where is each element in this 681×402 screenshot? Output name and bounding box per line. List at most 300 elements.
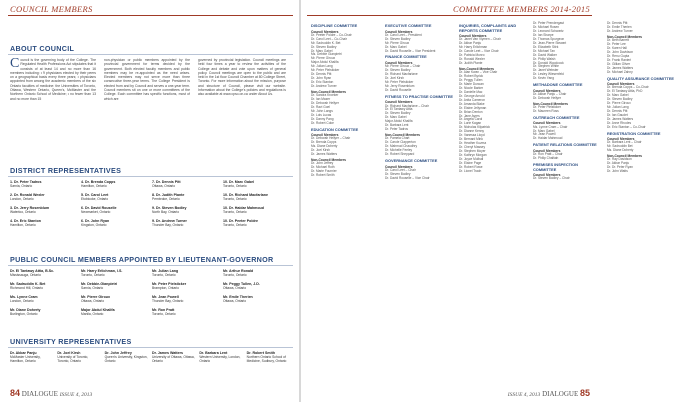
member-entry (10, 219, 77, 227)
member-entry (105, 351, 148, 363)
member-entry (223, 282, 290, 290)
committee-member: Dr. Deborah Hellyer (311, 101, 339, 106)
committee-member: Dr. Pamela Chart (385, 136, 410, 141)
committee-member: Dr. Elaine Jellyman (459, 105, 487, 110)
committee-member: Dr. Deborah Hellyer (533, 95, 561, 100)
committee-member: Dr. Ian Mazer (311, 97, 331, 102)
committee-member: Dr. Steven Bodley (385, 111, 411, 116)
committee-member: Dr. Anita Cameron (459, 97, 486, 102)
member-entry (152, 295, 219, 303)
member-location: North Bay, Ontario (152, 210, 180, 214)
committee-member: Mr. Jerry Rosenblum (385, 83, 415, 88)
member-location: Ottawa, Ontario (223, 286, 247, 290)
footer-left (10, 388, 92, 398)
member-name: 7. Dr. Dennis Pitt (152, 180, 181, 184)
committee-member: Dr. Marc Gabel (607, 93, 629, 98)
member-location: McMaster University, Hamilton, Ontario (10, 355, 41, 363)
committee-member: Dr. Philip Chalfain (533, 156, 559, 161)
committee-member: Dr. Joel Kirsh (385, 76, 404, 80)
committee-member: Dr. David Rouselle – Vice President (385, 48, 436, 53)
committee-heading: FINANCE COMMITTEE (385, 54, 427, 60)
member-entry (10, 193, 77, 201)
committee-member: Dr. Steven Bodley (311, 44, 337, 49)
committee-member: Dr. John Ryan (311, 76, 332, 81)
member-entry (10, 206, 77, 214)
committee-member: Ms. Diane Doherty (311, 144, 338, 149)
member-group-label: Council Members (459, 34, 487, 39)
committee-member: Dr. Jane Ayres (459, 113, 480, 118)
member-location: Kingston, Ontario (81, 223, 107, 227)
committee-heading: EDUCATION COMMITTEE (311, 126, 359, 132)
member-location: Richmond Hill, Ontario (10, 286, 43, 290)
committee-member: Dr. Peter Prendergast (533, 21, 564, 25)
committee-member: Dr. Marc Gabel (311, 48, 333, 53)
committee-member: Dr. Akbar Panju (459, 41, 482, 46)
about-title: ABOUT COUNCIL (10, 44, 75, 53)
member-group-label: Non-Council Members (459, 66, 494, 71)
dropcap: C (10, 56, 20, 71)
committee-member: Dr. Dennis Pitt (607, 108, 628, 113)
committee-member: Dr. Marie Duncan (459, 81, 484, 86)
member-name: Mr. Diane Doherty (10, 308, 41, 312)
committee-member: Dr. Ian Sharpe (533, 32, 554, 37)
committee-member: Dr. Michael Zahny (607, 69, 633, 74)
committee-heading: EXECUTIVE COMMITTEE (385, 23, 432, 28)
member-location: Toronto, Ontario (223, 184, 247, 188)
member-entry (152, 193, 219, 201)
committee-member: Dr. George Arnold (459, 93, 485, 98)
committee-member: Mr. Pierre Giroux (385, 40, 410, 45)
committee-member: Dr. Elizabeth Stirk (533, 44, 559, 49)
committee-column (311, 22, 380, 181)
committee-member: Dr. Judith Plante (459, 61, 483, 65)
member-location: University of Ottawa, Ottawa, Ontario (151, 355, 195, 363)
member-name: Mr. Peggy Tullen, J.D. (223, 282, 260, 286)
member-location: Newmarket, Ontario (81, 210, 111, 214)
committee-member: Mr. Sadruddin K. Bet (311, 40, 341, 45)
committee-member: Dr. Thomas Spurgeon (533, 36, 565, 41)
committee-member: Dr. Eric Stanton (311, 80, 334, 85)
committee-member: Dr. Lois Lucas (311, 112, 332, 117)
committee-member: Dr. Anne Rhodes (607, 120, 632, 125)
committee-member: Dr. Elaine Page (459, 160, 482, 165)
committee-member: Ms. Lynne Cram – Chair (533, 124, 568, 129)
committee-heading: FITNESS TO PRACTISE COMMITTEE (385, 93, 454, 99)
member-name: Mr. Julian Lang (152, 269, 179, 273)
member-location: Pembroke, Ontario (152, 197, 180, 201)
committee-member: Dr. Janet Van Vlymen – Chair (459, 37, 501, 42)
committee-member: Dr. Eric Stanton – Co-Chair (607, 124, 646, 129)
committee-member: Dr. El Tantawy Attia, PhD (607, 89, 643, 94)
member-location: Thunder Bay, Ontario (152, 223, 184, 227)
right-page (301, 0, 675, 402)
member-group-label: Non-Council Members (311, 90, 346, 95)
running-head-rule (307, 15, 592, 16)
member-name: 5. Dr. Carol Leet (81, 193, 109, 197)
committee-member: Mr. Pierre Giroux – Chair (385, 64, 421, 69)
member-group-label: Council Members (385, 164, 413, 169)
committee-member: Dr. Carol Leet – President (385, 32, 422, 37)
committee-member: Dr. Nicholas Kilpatrick (459, 125, 490, 130)
member-name: Mr. Debbie-Gianpietri (81, 282, 118, 286)
member-location: Hamilton, Ontario (10, 223, 36, 227)
member-name: 9. Dr. Steven Bodley (152, 206, 187, 210)
member-entry (152, 351, 195, 363)
member-location: Western University, London, Ontario (199, 355, 241, 363)
member-name: 10. Dr. Richard Macfarlane (223, 193, 268, 197)
committee-member: Dr. Joel Kirsh (311, 148, 330, 153)
committee-member: Dr. Steven Bodley (385, 171, 411, 176)
page-number: 84 (10, 388, 21, 398)
page-number: 85 (579, 388, 590, 398)
member-group-label: Council Members (533, 121, 561, 126)
committee-member: Dr. James Watters (607, 116, 634, 121)
committee-member: Dr. Donald Woodcock (533, 60, 564, 65)
member-name: Dr. Akbar Panju (10, 351, 37, 355)
committee-member: Ms. Debbie Gianpietri (311, 52, 342, 57)
member-location: Sarnia, Ontario (81, 286, 104, 290)
member-entry (81, 282, 148, 290)
committee-member: Dr. Philip Walsh (533, 56, 556, 61)
committee-heading: PATIENT RELATIONS COMMITTEE (533, 142, 597, 148)
member-name: 4. Dr. Eric Stanton (10, 219, 41, 223)
committee-member: Dr. Renu Gupta (607, 53, 630, 58)
committee-member: Dr. Karen Hall (607, 45, 627, 50)
committee-member: Dr. Nicole Barker (459, 85, 484, 90)
member-entry (152, 206, 219, 214)
member-entry (81, 206, 148, 214)
member-entry (10, 351, 53, 363)
member-name: Dr. El Tantawy Attia, B.Sc. (10, 269, 55, 273)
member-name: 6. Dr. John Ryan (81, 219, 110, 223)
member-name: Mr. Pierre Giroux (81, 295, 110, 299)
committee-member: Dr. Sandra Kroeker (311, 93, 339, 98)
running-head: COMMITTEE MEMBERS 2014-2015 (453, 4, 590, 14)
member-location: Toronto, Ontario (152, 273, 176, 277)
committee-member: Dr. Dennis Pitt (311, 72, 332, 77)
committee-member: Major Abdul Khalifa (385, 119, 413, 124)
member-group-label: Council Members (385, 61, 413, 66)
committee-member: Dr. Robert Byrick (459, 74, 484, 78)
committee-member: Dr. Danny Pang (311, 116, 334, 121)
committee-member: Dr. Emile Therien (607, 24, 632, 29)
committee-member: Dr. Michael Rosen (533, 24, 560, 29)
member-group-label: Non-Council Members (311, 158, 346, 163)
member-name: 4. Dr. Brenda Copps (81, 180, 116, 184)
committee-member: Dr. Michael Tan (533, 48, 555, 53)
member-name: Mr. Harry Erlichman, I.S. (81, 269, 123, 273)
member-location: London, Ontario (10, 197, 34, 201)
committee-heading: INQUIRIES, COMPLAINTS AND REPORTS COMMITTEE (459, 23, 517, 33)
committee-member: Dr. Beth Barrett (607, 37, 629, 42)
about-col-2: non-physician or public members appointed by the provincial government for terms decided by the government. Both elected faculty members and public members may be re-appointed as the need arises. Elected members may not serve more than three consecutive three-year terms. The College President is elected from and by Council and serves a one-year term. Council members sit on one or more committees of the College. Each committee has specific functions, most of which are (104, 58, 190, 101)
committee-member: Dr. Janet Webster (533, 68, 559, 73)
committee-member: Mr. Peter Pielsticker (311, 68, 340, 73)
committee-member: Dr. Barbara Lent (385, 123, 409, 128)
member-group-label: Council Members (607, 82, 635, 87)
committee-member: Dr. Robert Sheppard (385, 152, 415, 157)
member-entry (81, 308, 148, 316)
member-group-label: Non-Council Members (607, 34, 642, 39)
member-name: Mr. Sadruddin K. Bet (10, 282, 46, 286)
member-group-label: Council Members (607, 137, 635, 142)
committee-member: Dr. Angela Carol (459, 117, 483, 122)
committee-member: Dr. Lionel Trach (459, 168, 482, 173)
member-entry (152, 219, 219, 227)
committee-member: Dr. Deborah Hellyer – Chair (311, 136, 351, 141)
committee-member: Dr. Heather Kuzma (459, 141, 487, 146)
member-name: Mr. Jean Powell (152, 295, 179, 299)
member-entry (57, 351, 100, 363)
committee-member: Mr. Harry Erlichman (459, 45, 488, 50)
committee-member: Dr. Carole Leet – Vice Chair (459, 49, 499, 54)
district-title: DISTRICT REPRESENTATIVES (10, 166, 122, 175)
committee-heading: DISCIPLINE COMMITTEE (311, 23, 358, 28)
about-text-1: ouncil is the governing body of the College. The Regulated Health Professions Act stipulates that it consists of at least 14 and no more than 16 members including: • 9 physicians elected by their peers on a geographical basis every three years; • physicians appointed from among the academic members of the six Ontario faculties of medicine: the Universities of Toronto, Ottawa, Western Ontario, Queen's, McMaster and the Northern Ontario School of Medicine; • no fewer than 13 and no more than 15 (10, 58, 96, 101)
member-group-label: Council Members (311, 29, 339, 34)
committee-member: Mr. Jean Powell (533, 132, 556, 137)
committee-member: Mr. Julian Lang (311, 64, 333, 69)
member-location: Sarnia, Ontario (10, 184, 33, 188)
about-col-3: governed by provincial legislation. Council meetings are held four times a year to review the activities of the College and debate and vote upon matters of general policy. Council meetings are open to the public and are held in the 1st floor Council Chamber at 80 College Street, Toronto. For more information about the mission, purpose and structure of Council, please visit our website. Information about the College's policies and regulations is also available at www.cpso.on.ca under About Us. (198, 58, 286, 97)
member-name: 10. Dr. Peeter Poldre (223, 219, 258, 223)
member-name: Mr. Peter Pielsticker (152, 282, 187, 286)
committee-member: Dr. Peter Pielsticker (533, 104, 561, 109)
member-entry (81, 219, 148, 227)
committee-member: Dr. Brenda Copps (311, 140, 337, 145)
committee-member: Dr. Michael Roth (311, 165, 335, 170)
member-location: Etobicoke, Ontario (81, 197, 109, 201)
member-group-label: Non-Council Members (533, 101, 568, 106)
committee-member: Dr. Mahmud Chaudhry (385, 144, 418, 149)
committee-member: Dr. Ravi Goel (311, 104, 330, 109)
member-name: 10. Dr. Marc Gabel (223, 180, 255, 184)
member-entry (10, 180, 77, 188)
committee-member: Dr. John Jeffrey (311, 161, 334, 166)
member-location: Burlington, Ontario (10, 312, 38, 316)
member-location: Toronto, Ontario (152, 312, 176, 316)
committee-member: Dr. Maureen Ross (533, 108, 559, 113)
member-group-label: Non-Council Members (607, 154, 642, 159)
member-entry (81, 269, 148, 277)
committee-member: Dr. Pierre Giroux (607, 101, 631, 106)
committee-member: Dr. Frank Ranieri (607, 57, 632, 62)
committee-member: Dr. Steven Bodley (385, 36, 411, 41)
left-page (0, 0, 299, 402)
member-name: Mr. Ron Pratt (152, 308, 175, 312)
committee-member: Dr. Robert Smith (311, 173, 335, 178)
committee-member: Major Abdul Khalifa (311, 60, 339, 65)
committee-member: Dr. Ronald Wexler (459, 57, 485, 62)
committee-member: Dr. Vanessa Lloyd (459, 133, 485, 138)
committee-member: Dr. Bernard Mink (459, 137, 483, 142)
member-entry (10, 308, 77, 316)
member-name: Ms. Lynne Cram (10, 295, 38, 299)
member-entry (10, 269, 77, 277)
university-grid (10, 351, 290, 363)
committee-member: Dr. Andrew Turner (311, 84, 337, 89)
magazine-name: DIALOGUE (542, 390, 579, 398)
committee-columns (311, 22, 681, 181)
committee-heading: QUALITY ASSURANCE COMMITTEE (607, 75, 675, 81)
committee-member: Dr. Richard Macfarlane (385, 72, 418, 77)
committee-heading: REGISTRATION COMMITTEE (607, 130, 661, 136)
member-name: Major Abdul Khalifa (81, 308, 115, 312)
committee-heading: GOVERNANCE COMMITTEE (385, 158, 438, 164)
member-entry (223, 308, 290, 316)
committee-member: Dr. Peter Tadros (385, 127, 408, 132)
member-location: Toronto, Ontario (223, 210, 247, 214)
committee-member: Dr. Steven Bodley (607, 97, 633, 102)
district-grid (10, 180, 290, 227)
member-entry (223, 219, 290, 227)
section-divider (8, 176, 293, 177)
committee-member: Dr. Steven Bodley – Chair (533, 176, 570, 181)
member-name: Dr. James Watters (151, 351, 184, 355)
committee-member: Dr. James Watters (311, 152, 338, 157)
committee-member: Dr. Amanda Blake (459, 101, 485, 106)
committee-member: Dr. Ian Gaudet (607, 112, 628, 117)
section-divider (8, 54, 293, 55)
member-name: Dr. Barbara Lent (199, 351, 228, 355)
committee-member: Dr. Dennis Pitt (607, 21, 628, 25)
member-entry (81, 180, 148, 188)
committee-member: Dr. Jean-Pierre Stewart (533, 40, 567, 45)
committee-member: Dr. Marc Gabel (385, 44, 407, 49)
committee-member: Dr. Stephen Moyer (459, 149, 486, 154)
member-group-label: Council Members (533, 173, 561, 178)
committee-member: Dr. Lesley Wiesenfeld (533, 72, 564, 77)
committee-member: Dr. Kevin Yang (533, 76, 554, 81)
committee-member: Dr. Robert Rowe (459, 164, 483, 169)
committee-column (385, 22, 454, 181)
member-entry (152, 269, 219, 277)
committee-member: Dr. Dr. Peter Ryan (607, 165, 633, 170)
member-name: 3. Dr. Jerry Rosenblum (10, 206, 50, 210)
member-name: Mr. Arthur Ronald (223, 269, 254, 273)
member-entry (81, 295, 148, 303)
committee-member: Dr. Lorie Kagan (459, 121, 482, 126)
member-entry (223, 180, 290, 188)
member-name: 6. Dr. David Rouselle (81, 206, 117, 210)
member-entry (223, 206, 290, 214)
member-group-label: Council Members (385, 100, 413, 105)
member-entry (10, 282, 77, 290)
public-grid (10, 269, 290, 316)
committee-member: Dr. Akbar Panju (607, 161, 630, 166)
member-location: Ottawa, Ontario (223, 299, 247, 303)
section-divider (8, 265, 293, 266)
member-location: University of Toronto, Toronto, Ontario (57, 355, 89, 363)
committee-member: Mr. Julian Lang (607, 104, 629, 109)
member-location: Hamilton, Ontario (81, 184, 107, 188)
member-name: Dr. John Jeffrey (104, 351, 132, 355)
member-entry (223, 295, 290, 303)
member-location: Toronto, Ontario (223, 223, 247, 227)
member-name: 2. Dr. Ronald Wexler (10, 193, 45, 197)
member-entry (152, 282, 219, 290)
issue: ISSUE 4, 2013 (507, 392, 541, 398)
committee-member: Mr. Pierre Giroux (311, 56, 336, 61)
member-entry (152, 308, 219, 316)
member-location: Waterloo, Ontario (10, 210, 36, 214)
member-location: Thunder Bay, Ontario (152, 299, 184, 303)
member-group-label: Council Members (385, 29, 413, 34)
committee-column (459, 22, 528, 181)
member-group-label: Council Members (533, 148, 561, 153)
member-location: Toronto, Ontario (223, 273, 247, 277)
committee-member: Dr. James Watters (607, 65, 634, 70)
committee-member: Dr. Marie Fournier (311, 169, 337, 174)
committee-member: Dr. Kathryn Morgan (459, 153, 487, 158)
committee-member: Dr. Carole Clapperton (385, 140, 416, 145)
member-location: Ottawa, Ontario (81, 299, 105, 303)
section-divider (8, 347, 293, 348)
member-entry (247, 351, 290, 363)
committee-member: Dr. Robert Coke (311, 120, 334, 125)
member-name: Dr. Joel Kirsh (57, 351, 81, 355)
committee-member: Dr. Carol Leet – Co-Chair (311, 36, 347, 41)
committee-member: Ms. Diane Doherty (607, 148, 634, 153)
committee-member: Dr. Brian Denton (459, 109, 483, 114)
member-entry (10, 295, 77, 303)
member-location: Manila, Ontario (81, 312, 104, 316)
committee-member: Mr. Peter Pielsticker (385, 79, 414, 84)
committee-member: Dr. Ray Davidson (607, 157, 632, 162)
member-name: 8. Dr. Judith Plante (152, 193, 185, 197)
committee-member: Dr. Andrew Turner (607, 28, 633, 33)
committee-member: Dr. Barbara Lent – Chair (607, 140, 642, 145)
committee-member: Dr. John Davidson (607, 49, 634, 54)
member-location: Ottawa, Ontario (152, 184, 176, 188)
member-location: Mississauga, Ontario (10, 273, 41, 277)
member-name: 10. Dr. Haidar Mahmoud (223, 206, 264, 210)
member-name: 1. Dr. Peter Tadros (10, 180, 42, 184)
committee-member: Mr. John Langs (311, 108, 333, 113)
committee-member: Mr. Sadruddin Bet (607, 144, 633, 149)
member-entry (199, 351, 242, 363)
member-location: Queen's University, Kingston, Ontario (104, 355, 148, 363)
member-location: Northern Ontario School of Medicine, Sudbury, Ontario (246, 355, 287, 363)
committee-member: Dr. El Tantawy Attia (385, 107, 413, 112)
committee-member: Dr. Carol Leet – Chair (385, 167, 416, 172)
committee-member: Dr. Ron Pratt – Chair (533, 152, 563, 157)
member-group-label: Council Members (311, 133, 339, 138)
member-location: Toronto, Ontario (81, 273, 105, 277)
committee-member: Dr. Alan Kwan – Vice Chair (459, 70, 498, 75)
committee-member: Dr. Michelle Feeley (385, 148, 413, 153)
committee-member: Dr. David Rouselle – Vice Chair (385, 175, 430, 180)
about-col-1 (10, 58, 96, 101)
member-location: Brampton, Ontario (152, 286, 179, 290)
committee-member: Dr. Richard Macfarlane – Chair (385, 103, 429, 108)
member-group-label: Council Members (533, 88, 561, 93)
member-entry (223, 193, 290, 201)
issue: ISSUE 4, 2013 (59, 392, 93, 398)
committee-member: Dr. Patricia Munro (459, 53, 485, 58)
committee-member: Dr. Gillian Oliver (607, 61, 631, 66)
running-head: COUNCIL MEMBERS (10, 4, 93, 14)
committee-member: Dr. John Watts (607, 169, 628, 174)
committee-member: Dr. Cheryl Massey (459, 145, 486, 150)
member-location: Toronto, Ontario (223, 197, 247, 201)
committee-member: Dr. Danielle Mac (459, 89, 483, 94)
member-name: 9. Dr. Andrew Turner (152, 219, 187, 223)
member-entry (81, 193, 148, 201)
committee-member: Dr. Akbar Panju – Chair (533, 91, 567, 96)
committee-heading: OUTREACH COMMITTEE (533, 114, 580, 120)
university-title: UNIVERSITY REPRESENTATIVES (10, 337, 132, 346)
